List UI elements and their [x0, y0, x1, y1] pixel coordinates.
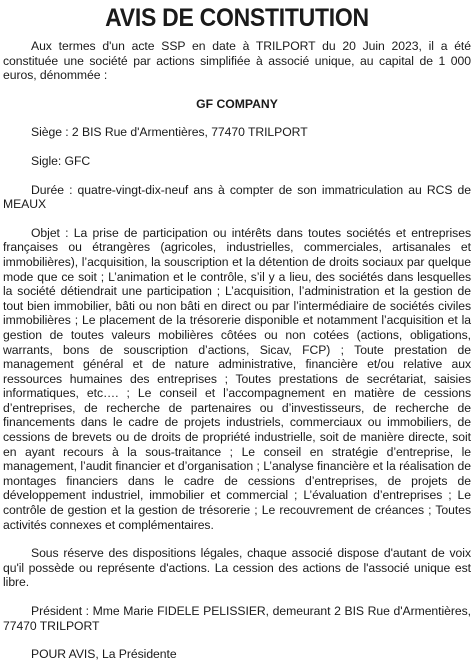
notice-title: AVIS DE CONSTITUTION: [105, 4, 369, 32]
closing-paragraph: POUR AVIS, La Présidente: [31, 647, 177, 662]
intro-paragraph: Aux termes d'un acte SSP en date à TRILPORT du 20 Juin 2023, il a été constituée une société par actions simplifiée à associé unique, au capital de 1 000 euros, dénommée :: [3, 39, 471, 83]
sigle-paragraph: Sigle: GFC: [31, 153, 91, 168]
siege-paragraph: Siège : 2 BIS Rue d'Armentières, 77470 TRILPORT: [31, 125, 308, 140]
company-name: GF COMPANY: [196, 96, 278, 111]
president-paragraph: Président : Mme Marie FIDELE PELISSIER, demeurant 2 BIS Rue d'Armentières, 77470 TRILPORT: [3, 604, 471, 633]
legal-notice: [3, 2, 471, 662]
reserve-paragraph: Sous réserve des dispositions légales, chaque associé dispose d'autant de voix qu'il possède ou représente d'actions. La cession des actions de l'associé unique est libre.: [3, 546, 471, 590]
objet-paragraph: Objet : La prise de participation ou intérêts dans toutes sociétés et entreprises françaises ou étrangères (agricoles, industrielles, commerciales, artisanales et immobilières), l’acquisition, la souscription et la détention de droits sociaux par quelque mode que ce soit ; L’animation et le contrôle, s’il y a lieu, des sociétés dans lesquelles la société détiendrait une participation ; L’acquisition, l’administration et la gestion de tout bien immobilier, bâti ou non bâti en direct ou par l’intermédiaire de sociétés civiles immobilières ; Le placement de la trésorerie disponible et notamment l’acquisition et la gestion de toutes valeurs mobilières côtées ou non cotées (actions, obligations, warrants, bons de souscription d’actions, Sicav, FCP) ; Toute prestation de management général et de nature administrative, financière et/ou relative aux ressources humaines des entreprises ; Toutes prestations de secrétariat, saisies informatiques, etc…. ; Le conseil et l’accompagnement en matière de cessions d’entreprises, de recherche de partenaires ou d’investisseurs, de recherche de financements dans le cadre de projets industriels, commerciaux ou immobiliers, de cessions de brevets ou de droits de propriété industrielle, soit de manière directe, soit en ayant recours à la sous-traitance ; Le conseil en stratégie d’entreprise, le management, l’audit financier et d’organisation ; L’analyse financière et la réalisation de montages financiers dans le cadre de cessions d’entreprises, de projets de développement industriel, immobilier et commercial ; L’évaluation d’entreprises ; Le contrôle de gestion et la gestion de trésorerie ; Le recouvrement de créances ; Toutes activités connexes et complémentaires.: [3, 225, 471, 532]
duree-paragraph: Durée : quatre-vingt-dix-neuf ans à compter de son immatriculation au RCS de MEAUX: [3, 182, 471, 212]
